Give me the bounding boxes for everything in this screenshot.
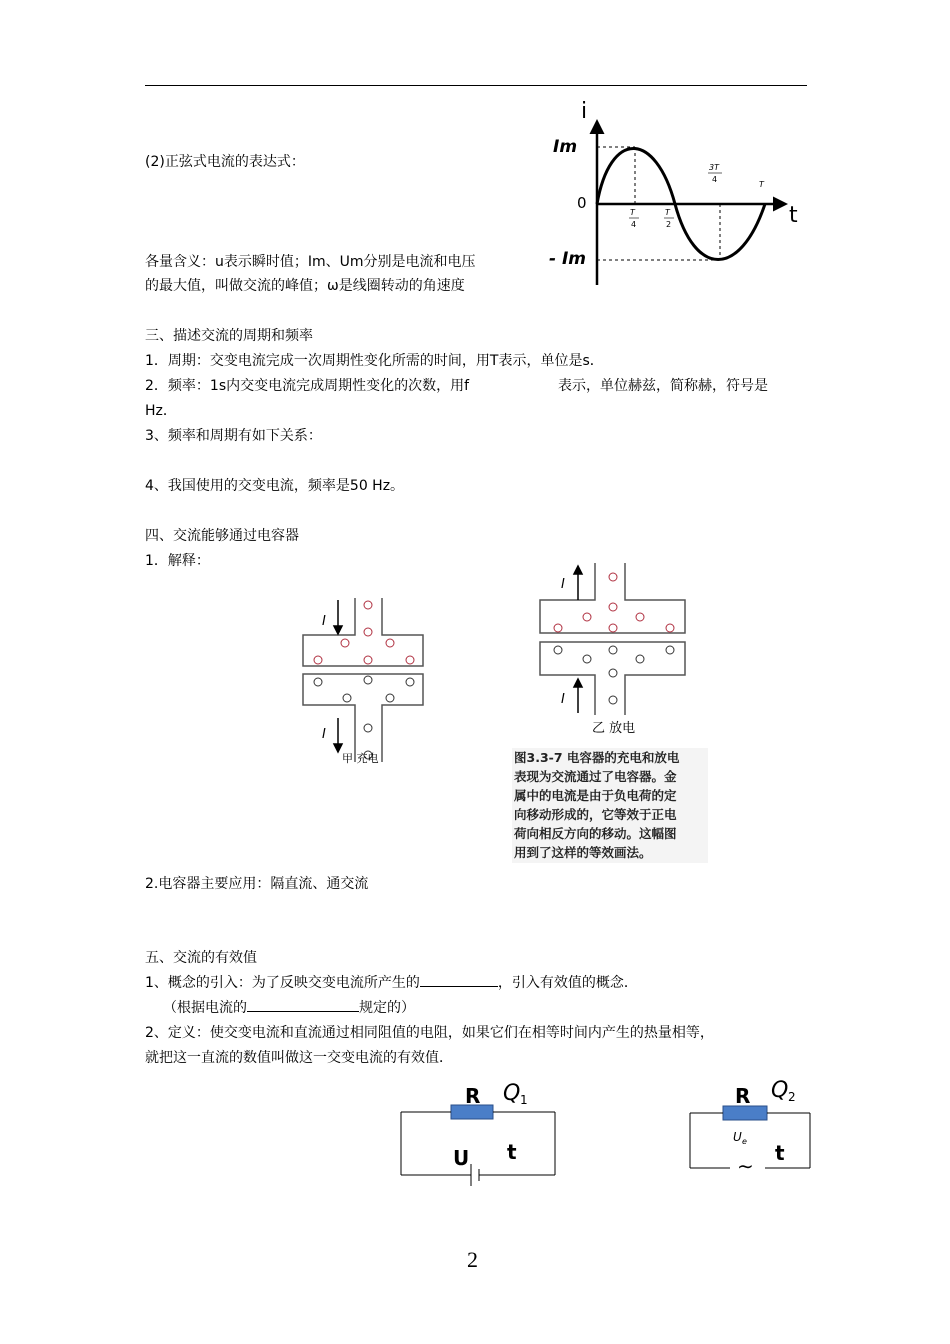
section5-item1c-pre: （根据电流的 — [163, 1000, 247, 1016]
section4-item1: 1．解释： — [145, 553, 210, 569]
ac-voltage-sub: e — [742, 1137, 747, 1146]
ac-voltage-label: U — [733, 1130, 742, 1144]
fill-blank-2[interactable] — [247, 1011, 359, 1012]
section4-item2: 2.电容器主要应用：隔直流、通交流 — [145, 876, 369, 892]
figure-caption-line-3: 属中的电流是由于负电荷的定 — [514, 788, 677, 803]
current-label-top: I — [322, 614, 326, 629]
tick-half-den: 2 — [666, 220, 672, 229]
section5-item1a: 1、概念的引入：为了反映交变电流所产生的 — [145, 975, 420, 991]
heat-q2: Q — [771, 1078, 789, 1103]
section3-item3: 3、频率和周期有如下关系： — [145, 428, 322, 444]
section5-item1b: ，引入有效值的概念． — [497, 975, 638, 991]
section4-heading: 四、交流能够通过电容器 — [145, 528, 299, 544]
section3-heading: 三、描述交流的周期和频率 — [145, 328, 313, 344]
section5-item1 — [145, 973, 638, 993]
resistor-2-label: R — [735, 1084, 751, 1108]
current-label-bottom-2: I — [561, 692, 565, 707]
header-rule — [145, 85, 807, 86]
tick-half-num: T — [665, 208, 670, 217]
resistor-1-label: R — [465, 1084, 481, 1108]
figure-caption-line-6: 用到了这样的等效画法。 — [514, 845, 652, 860]
section3-item4: 4、我国使用的交变电流，频率是50 Hz。 — [145, 478, 405, 494]
heat-q1: Q — [503, 1081, 521, 1106]
dc-circuit — [395, 1072, 565, 1192]
section5-item2-line2: 就把这一直流的数值叫做这一交变电流的有效值． — [145, 1050, 453, 1066]
sine-current-graph — [545, 100, 815, 295]
figure-caption-line-1: 图3.3-7 电容器的充电和放电 — [514, 750, 680, 765]
ac-time-label: t — [775, 1141, 785, 1165]
current-label-top-2: I — [561, 577, 565, 592]
section3-item2b: 表示，单位赫兹，简称赫，符号是 — [558, 378, 768, 394]
heat-q2-sub: 2 — [788, 1090, 796, 1104]
y-axis-label: i — [581, 100, 588, 124]
figure-caption-line-5: 荷向相反方向的移动。这幅图 — [514, 826, 677, 841]
figure-caption-box — [512, 748, 708, 863]
section3-item2c: Hz． — [145, 403, 177, 419]
ac-source-icon: ∼ — [737, 1154, 754, 1178]
meaning-line-1: 各量含义：u表示瞬时值；Im、Um分别是电流和电压 — [145, 254, 476, 270]
section5-item1c-post: 规定的） — [359, 1000, 415, 1016]
figure-caption-line-2: 表现为交流通过了电容器。金 — [514, 769, 677, 784]
section3-item2a: 2．频率：1s内交变电流完成周期性变化的次数，用f — [145, 378, 470, 394]
tick-3q-den: 4 — [712, 175, 718, 184]
section5-heading: 五、交流的有效值 — [145, 950, 257, 966]
ac-circuit — [685, 1072, 820, 1187]
heat-q1-sub: 1 — [520, 1093, 528, 1107]
tick-3q-num: 3T — [709, 163, 719, 172]
section5-item2-line1: 2、定义：使交变电流和直流通过相同阻值的电阻，如果它们在相等时间内产生的热量相等， — [145, 1025, 714, 1041]
neg-peak-label: - Im — [549, 249, 587, 269]
x-axis-label: t — [789, 203, 798, 228]
peak-label: Im — [553, 137, 578, 157]
formula-heading: (2)正弦式电流的表达式： — [145, 154, 305, 170]
page-number: 2 — [467, 1247, 478, 1272]
tick-quarter-num: T — [630, 208, 635, 217]
origin-label: 0 — [577, 194, 587, 212]
figure-caption-line-4: 向移动形成的，它等效于正电 — [514, 807, 677, 822]
charge-caption: 甲 充电 — [342, 752, 379, 765]
capacitor-charging-figure — [295, 590, 435, 770]
dc-voltage-label: U — [453, 1146, 470, 1170]
fill-blank-1[interactable] — [420, 986, 498, 987]
section3-item1: 1．周期：交变电流完成一次周期性变化所需的时间，用T表示，单位是s． — [145, 353, 604, 369]
capacitor-discharging-figure — [530, 555, 710, 745]
tick-quarter-den: 4 — [631, 220, 637, 229]
resistor-2 — [723, 1106, 767, 1120]
section5-item1c — [163, 998, 415, 1018]
tick-full: T — [759, 180, 764, 189]
current-label-bottom: I — [322, 727, 326, 742]
meaning-line-2: 的最大值，叫做交流的峰值；ω是线圈转动的角速度 — [145, 278, 465, 294]
dc-time-label: t — [507, 1140, 517, 1164]
discharge-caption: 乙 放电 — [592, 721, 636, 736]
